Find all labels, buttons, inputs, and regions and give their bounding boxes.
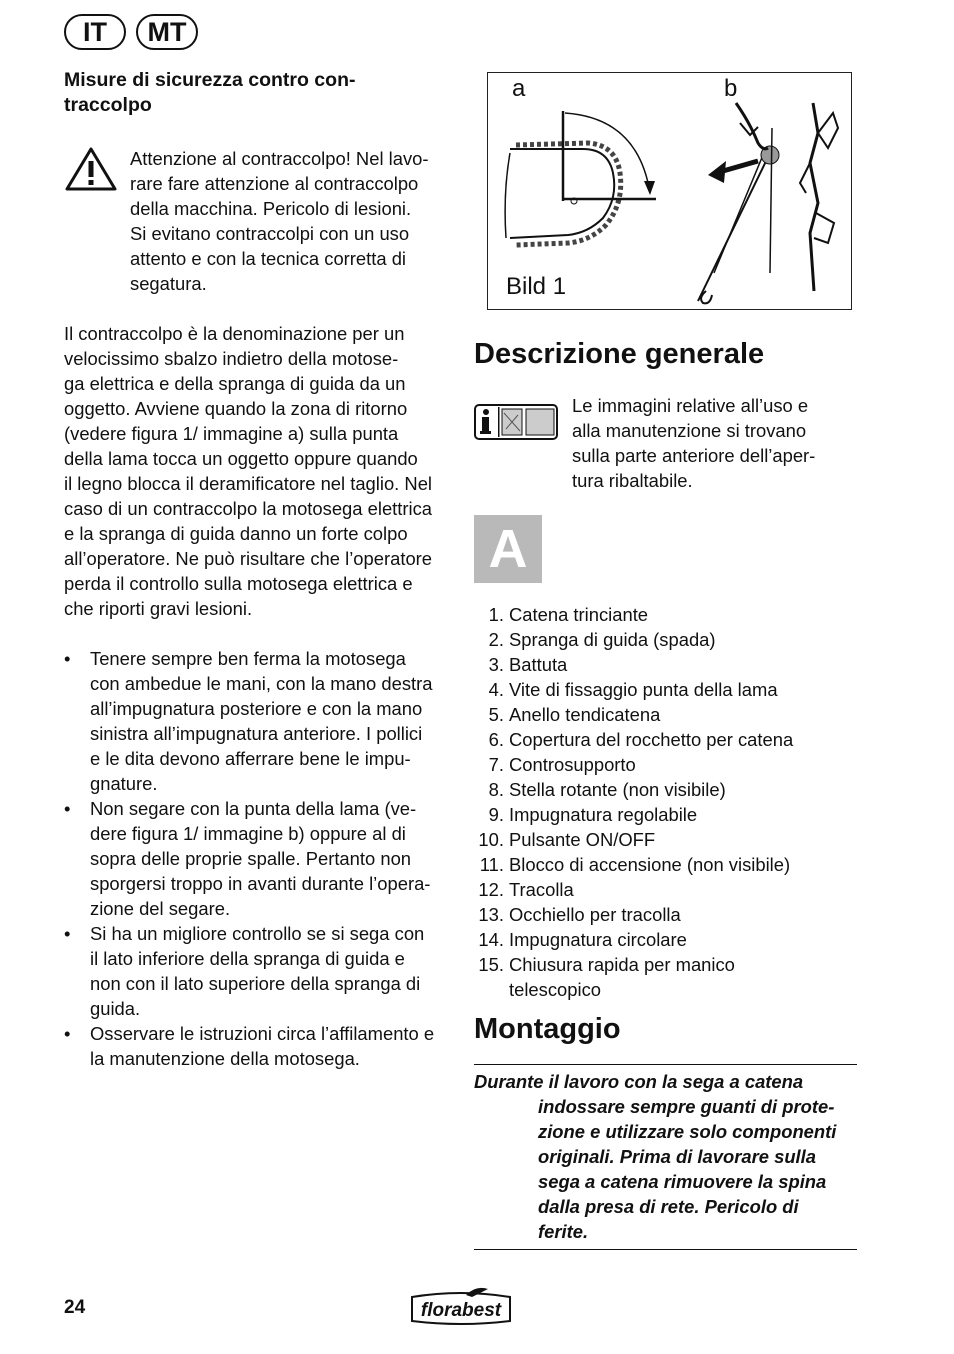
- warning-line: rare fare attenzione al contraccolpo: [130, 173, 419, 194]
- list-item: [474, 752, 858, 777]
- page-number: 24: [64, 1297, 86, 1318]
- kickback-warning: [64, 146, 450, 296]
- info-line: Le immagini relative all’uso e: [572, 395, 809, 416]
- info-note: [474, 393, 858, 493]
- list-item: [474, 627, 858, 652]
- warning-text: [130, 146, 450, 296]
- figure-a-badge: A: [474, 515, 542, 583]
- part-number: 12.: [478, 879, 504, 900]
- list-item: [474, 727, 858, 752]
- list-item: [64, 796, 450, 921]
- bullet-line: dere figura 1/ immagine b) oppure al di: [90, 823, 406, 844]
- part-number: 1.: [488, 604, 504, 625]
- list-item: [474, 602, 858, 627]
- warning-line: attento e con la tecnica corretta di: [130, 248, 407, 269]
- part-number: 15.: [478, 954, 504, 975]
- list-item: [474, 702, 858, 727]
- bullet-line: la manutenzione della motosega.: [90, 1048, 360, 1069]
- safety-heading-line: Misure di sicurezza contro con-: [64, 69, 356, 91]
- note-line: ferite.: [538, 1221, 589, 1242]
- bullet-line: sporgersi troppo in avanti durante l’opera-: [90, 873, 431, 894]
- part-number: 8.: [488, 779, 504, 800]
- part-label: telescopico: [509, 979, 602, 1000]
- list-item: [474, 952, 858, 977]
- language-badge-it: IT: [64, 14, 126, 50]
- list-item: [474, 802, 858, 827]
- list-item: [64, 1021, 450, 1071]
- brand-text: florabest: [420, 1300, 502, 1321]
- info-manual-icon: [474, 401, 558, 441]
- bullet-line: non con il lato superiore della spranga di: [90, 973, 421, 994]
- list-item: [474, 852, 858, 877]
- description-title: Descrizione generale: [474, 338, 765, 370]
- part-label: Anello tendicatena: [509, 704, 661, 725]
- paragraph-line: velocissimo sbalzo indietro della motose-: [64, 348, 399, 369]
- bullet-line: il lato inferiore della spranga di guida e: [90, 948, 405, 969]
- bullet-line: • Si ha un migliore controllo se si sega con: [90, 923, 425, 944]
- paragraph-line: (vedere figura 1/ immagine a) sulla punta: [64, 423, 399, 444]
- left-column: [64, 68, 450, 1071]
- safety-heading: [64, 68, 450, 118]
- part-number: 14.: [478, 929, 504, 950]
- figure-label-a: a: [512, 75, 526, 102]
- warning-line: della macchina. Pericolo di lesioni.: [130, 198, 412, 219]
- part-label: Impugnatura circolare: [509, 929, 687, 950]
- part-number: 3.: [488, 654, 504, 675]
- bullet-line: sopra delle proprie spalle. Pertanto non: [90, 848, 412, 869]
- bullet-line: con ambedue le mani, con la mano destra: [90, 673, 433, 694]
- list-item: [64, 921, 450, 1021]
- part-number: 10.: [478, 829, 504, 850]
- bullet-line: gnature.: [90, 773, 158, 794]
- part-label: Chiusura rapida per manico: [509, 954, 735, 975]
- note-line: Durante il lavoro con la sega a catena: [474, 1071, 804, 1092]
- bullet-line: guida.: [90, 998, 141, 1019]
- list-item: [474, 877, 858, 902]
- paragraph-line: Il contraccolpo è la denominazione per un: [64, 323, 405, 344]
- bullet-line: zione del segare.: [90, 898, 231, 919]
- part-number: 9.: [488, 804, 504, 825]
- safety-bullet-list: [64, 646, 450, 1071]
- kickback-paragraph: [64, 321, 450, 621]
- kickback-illustration: [488, 73, 850, 307]
- part-number: 11.: [479, 854, 504, 875]
- part-label: Pulsante ON/OFF: [509, 829, 656, 850]
- part-number: 7.: [488, 754, 504, 775]
- paragraph-line: e la spranga di guida danno un forte colpo: [64, 523, 408, 544]
- part-label: Catena trinciante: [509, 604, 649, 625]
- paragraph-line: il legno blocca il deramificatore nel taglio. Nel: [64, 473, 433, 494]
- figure-label-b: b: [724, 75, 738, 102]
- paragraph-line: oggetto. Avviene quando la zona di ritorno: [64, 398, 408, 419]
- note-line: indossare sempre guanti di prote-: [538, 1096, 835, 1117]
- assembly-safety-note: [474, 1064, 857, 1250]
- part-number: 4.: [488, 679, 504, 700]
- part-number: 6.: [488, 729, 504, 750]
- guide-bar-tip-image: [505, 111, 656, 245]
- part-label: Impugnatura regolabile: [509, 804, 698, 825]
- part-number: 13.: [478, 904, 504, 925]
- part-label: Occhiello per tracolla: [509, 904, 681, 925]
- warning-line: Attenzione al contraccolpo! Nel lavo-: [130, 148, 429, 169]
- bullet-line: all’impugnatura posteriore e con la mano: [90, 698, 423, 719]
- part-number: 2.: [488, 629, 504, 650]
- bullet-line: sinistra all’impugnatura anteriore. I pollici: [90, 723, 423, 744]
- florabest-logo: [406, 1285, 516, 1327]
- assembly-title: Montaggio: [474, 1013, 621, 1045]
- part-label: Battuta: [509, 654, 568, 675]
- paragraph-line: caso di un contraccolpo la motosega elettrica: [64, 498, 433, 519]
- bullet-line: • Non segare con la punta della lama (ve-: [90, 798, 417, 819]
- part-number: 5.: [488, 704, 504, 725]
- part-label: Vite di fissaggio punta della lama: [509, 679, 778, 700]
- info-line: sulla parte anteriore dell’aper-: [572, 445, 816, 466]
- paragraph-line: della lama tocca un oggetto oppure quando: [64, 448, 418, 469]
- list-item: [474, 827, 858, 852]
- part-label: Tracolla: [509, 879, 574, 900]
- bullet-line: • Tenere sempre ben ferma la motosega: [90, 648, 406, 669]
- warning-triangle-icon: [64, 146, 118, 192]
- note-line: dalla presa di rete. Pericolo di: [538, 1196, 799, 1217]
- list-item: [474, 927, 858, 952]
- paragraph-line: ga elettrica e della spranga di guida da un: [64, 373, 406, 394]
- safety-heading-line: traccolpo: [64, 94, 152, 116]
- paragraph-line: che riporti gravi lesioni.: [64, 598, 253, 619]
- kickback-figure: [487, 72, 852, 310]
- list-item: [474, 902, 858, 927]
- bullet-line: e le dita devono afferrare bene le impu-: [90, 748, 411, 769]
- part-label: Spranga di guida (spada): [509, 629, 716, 650]
- language-badge-mt: MT: [136, 14, 198, 50]
- list-item: [474, 652, 858, 677]
- info-text: [572, 393, 815, 493]
- part-label: Stella rotante (non visibile): [509, 779, 726, 800]
- assembly-section: [474, 1012, 857, 1250]
- note-line: originali. Prima di lavorare sulla: [538, 1146, 817, 1167]
- part-label: Blocco di accensione (non visibile): [509, 854, 791, 875]
- kickback-action-image: [698, 103, 838, 303]
- language-badges: [64, 14, 198, 50]
- warning-line: segatura.: [130, 273, 207, 294]
- warning-line: Si evitano contraccolpi con un uso: [130, 223, 410, 244]
- figure-caption: Bild 1: [506, 273, 567, 300]
- part-label: Controsupporto: [509, 754, 636, 775]
- list-item: [474, 777, 858, 802]
- list-item: [474, 977, 858, 1002]
- bullet-line: • Osservare le istruzioni circa l’affilamento e: [90, 1023, 435, 1044]
- parts-list: [474, 602, 858, 1002]
- list-item: [64, 646, 450, 796]
- info-line: tura ribaltabile.: [572, 470, 693, 491]
- description-section: [474, 337, 858, 1002]
- note-line: zione e utilizzare solo componenti: [538, 1121, 837, 1142]
- note-line: sega a catena rimuovere la spina: [538, 1171, 827, 1192]
- part-label: Copertura del rocchetto per catena: [509, 729, 794, 750]
- list-item: [474, 677, 858, 702]
- paragraph-line: all’operatore. Ne può risultare che l’operatore: [64, 548, 433, 569]
- info-line: alla manutenzione si trovano: [572, 420, 807, 441]
- paragraph-line: perda il controllo sulla motosega elettrica e: [64, 573, 413, 594]
- part-number: [474, 977, 504, 1002]
